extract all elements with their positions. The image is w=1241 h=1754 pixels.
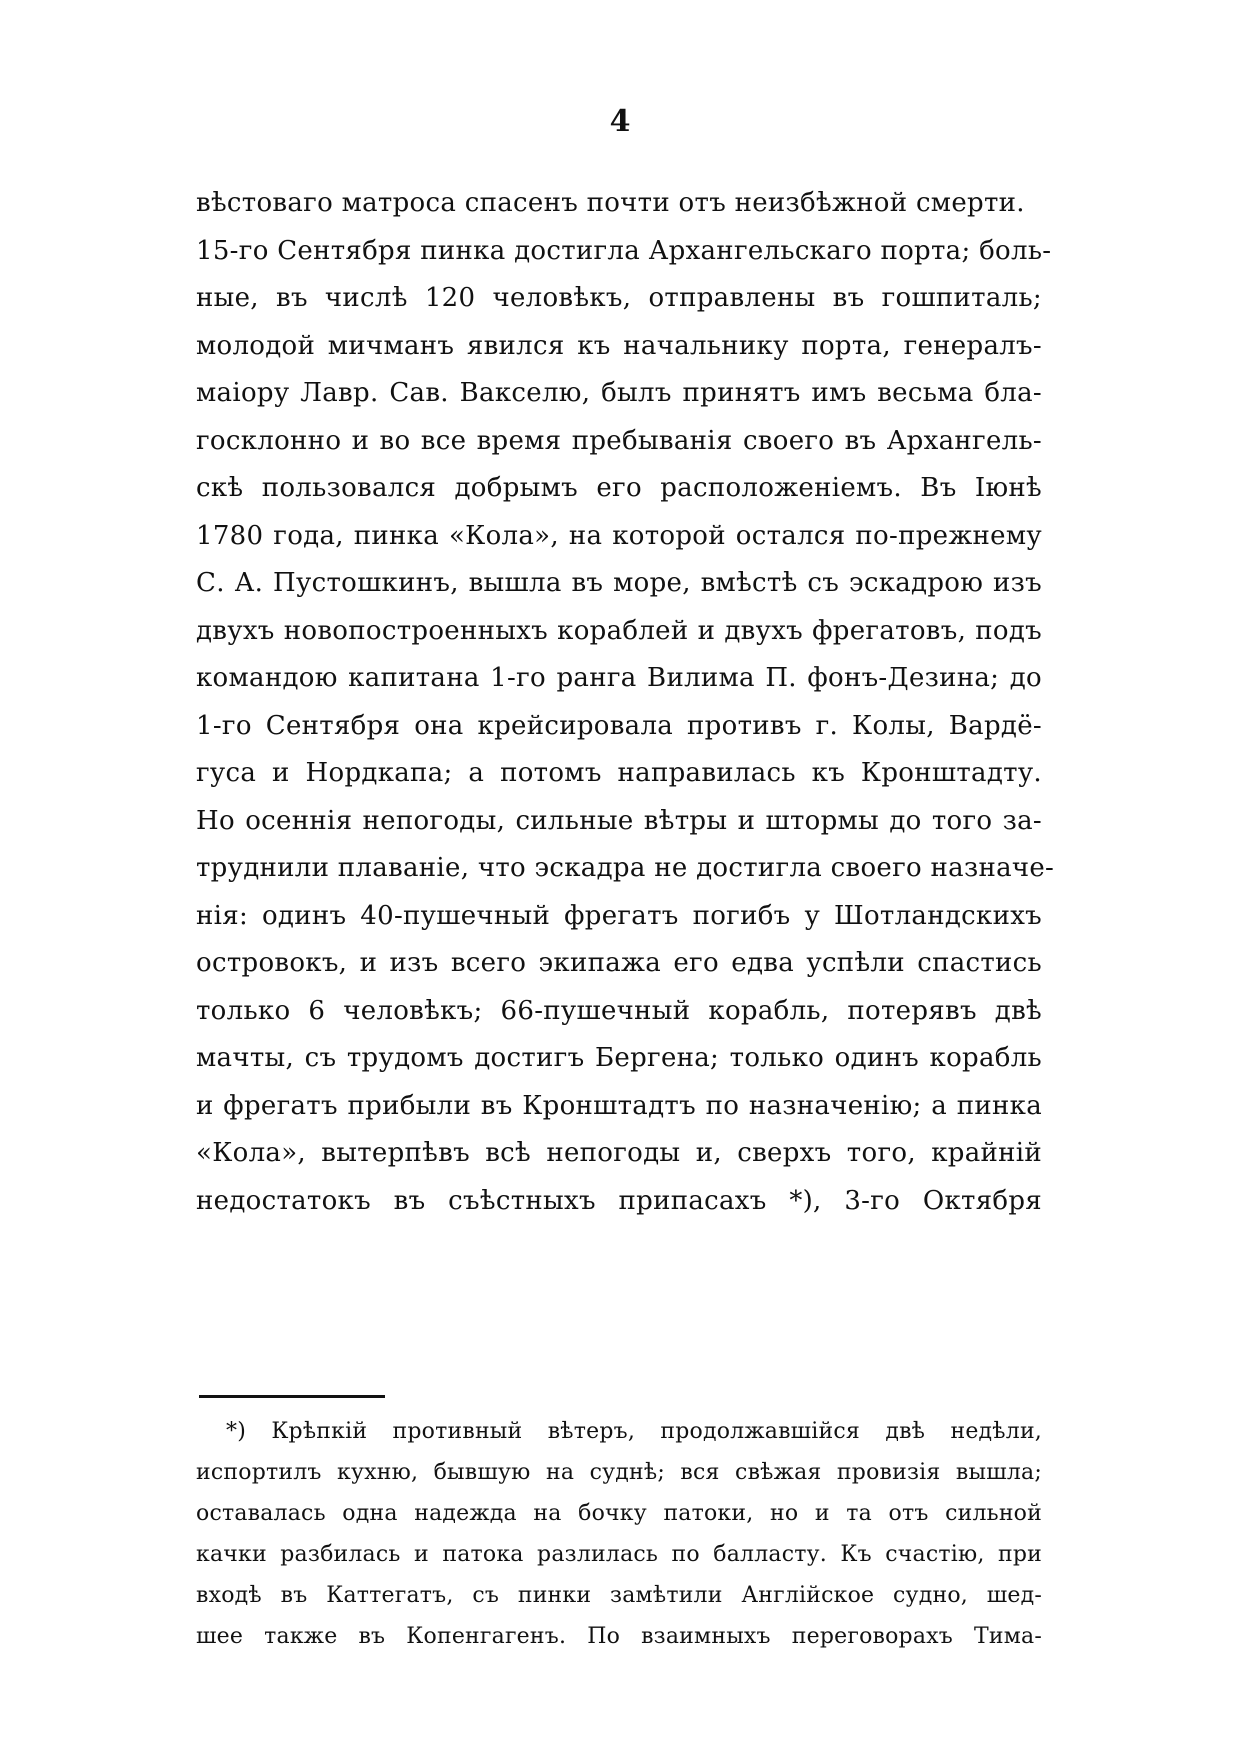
- body-line: Но осеннія непогоды, сильные вѣтры и штормы до того за-: [196, 806, 1042, 836]
- body-line: «Кола», вытерпѣвъ всѣ непогоды и, сверхъ того, крайній: [196, 1138, 1042, 1168]
- footnote-line: оставалась одна надежда на бочку патоки, но и та отъ сильной: [196, 1501, 1042, 1526]
- body-line: скѣ пользовался добрымъ его расположеніемъ. Въ Іюнѣ: [196, 473, 1042, 503]
- body-line: нія: одинъ 40-пушечный фрегатъ погибъ у Шотландскихъ: [196, 901, 1042, 931]
- body-line: маіору Лавр. Сав. Вакселю, былъ принятъ имъ весьма бла-: [196, 378, 1042, 408]
- body-line: только 6 человѣкъ; 66-пушечный корабль, потерявъ двѣ: [196, 996, 1042, 1026]
- body-line: и фрегатъ прибыли въ Кронштадтъ по назначенію; а пинка: [196, 1091, 1042, 1121]
- body-line: 1780 года, пинка «Кола», на которой остался по-прежнему: [196, 521, 1042, 551]
- footnote-line: испортилъ кухню, бывшую на суднѣ; вся свѣжая провизія вышла;: [196, 1460, 1042, 1485]
- body-line: гуса и Нордкапа; а потомъ направилась къ Кронштадту.: [196, 758, 1042, 788]
- body-line: 1-го Сентября она крейсировала противъ г. Колы, Вардё-: [196, 711, 1042, 741]
- page-number: 4: [609, 104, 632, 139]
- body-line: 15-го Сентября пинка достигла Архангельскаго порта; боль-: [196, 236, 1052, 266]
- body-line: двухъ новопостроенныхъ кораблей и двухъ фрегатовъ, подъ: [196, 616, 1042, 646]
- footnote-line: шее также въ Копенгагенъ. По взаимныхъ переговорахъ Тима-: [196, 1624, 1042, 1649]
- body-line: труднили плаваніе, что эскадра не достигла своего назначе-: [196, 853, 1055, 883]
- footnote-divider: [199, 1395, 385, 1398]
- footnote-line: входѣ въ Каттегатъ, съ пинки замѣтили Англійское судно, шед-: [196, 1583, 1042, 1608]
- footnote-line: *) Крѣпкій противный вѣтеръ, продолжавшійся двѣ недѣли,: [226, 1419, 1042, 1444]
- body-line: ные, въ числѣ 120 человѣкъ, отправлены въ гошпиталь;: [196, 283, 1042, 313]
- body-line: мачты, съ трудомъ достигъ Бергена; только одинъ корабль: [196, 1043, 1042, 1073]
- footnote-line: качки разбилась и патока разлилась по балласту. Къ счастію, при: [196, 1542, 1042, 1567]
- body-line: госклонно и во все время пребыванія своего въ Архангель-: [196, 426, 1042, 456]
- body-line: недостатокъ въ съѣстныхъ припасахъ *), 3-го Октября: [196, 1186, 1042, 1216]
- body-line: вѣстоваго матроса спасенъ почти отъ неизбѣжной смерти.: [196, 188, 1025, 218]
- body-line: островокъ, и изъ всего экипажа его едва успѣли спастись: [196, 948, 1042, 978]
- body-line: молодой мичманъ явился къ начальнику порта, генералъ-: [196, 331, 1042, 361]
- body-line: С. А. Пустошкинъ, вышла въ море, вмѣстѣ съ эскадрою изъ: [196, 568, 1042, 598]
- body-line: командою капитана 1-го ранга Вилима П. фонъ-Дезина; до: [196, 663, 1042, 693]
